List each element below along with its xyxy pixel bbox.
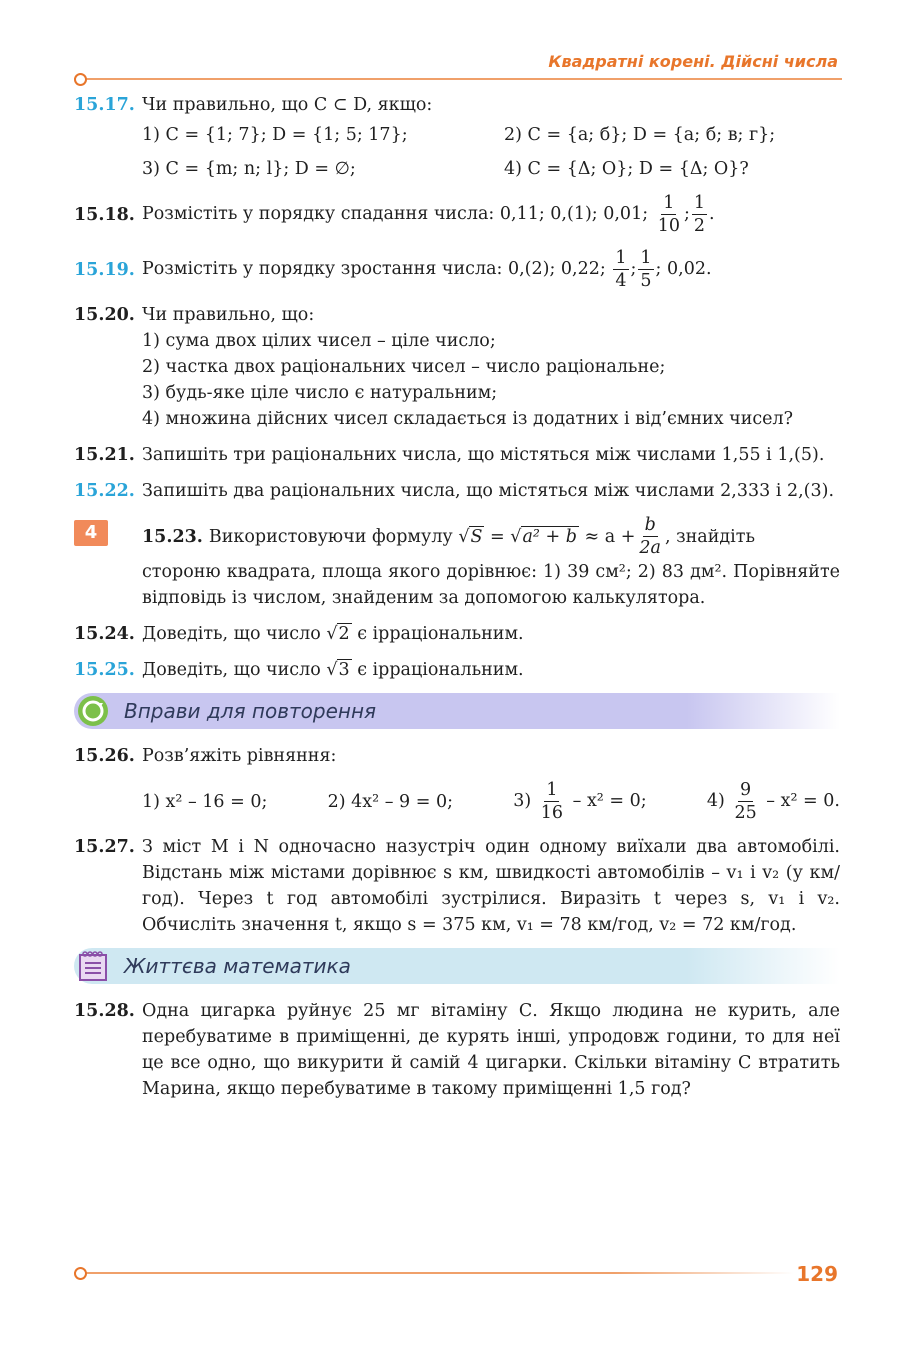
sqrt-expression: √2 (326, 624, 350, 644)
exercise-text: є ірраціональним. (357, 624, 524, 644)
exercise-number: 15.25. (74, 660, 135, 680)
exercise-items (142, 122, 840, 182)
exercise-text: Запишіть два раціональних числа, що містяться між числами 2,333 і 2,(3). (142, 481, 835, 501)
exercise-text: є ірраціональним. (357, 660, 524, 680)
exercise-number: 15.17. (74, 95, 135, 115)
fraction: $\frac{b}{2a}$ (639, 515, 661, 558)
exercise-number: 15.28. (74, 1001, 135, 1021)
equation: 4) $\frac{9}{25}$ – x² = 0. (706, 780, 840, 823)
top-rule-dot (74, 73, 87, 86)
exercise-number: 15.20. (74, 305, 135, 325)
exercise-text: Використовуючи формулу (208, 526, 453, 547)
exercise-question: Чи правильно, що C ⊂ D, якщо: (142, 95, 433, 115)
exercise-text: стороню квадрата, площа якого дорівнює: 1) 39 см²; 2) 83 дм². Порівняйте відповідь із числом, знайденим за допомогою калькулятора. (142, 562, 840, 608)
exercise-15-27 (74, 834, 840, 938)
exercise-15-26 (74, 743, 840, 824)
top-rule (74, 78, 842, 80)
exercise-number: 15.24. (74, 624, 135, 644)
page-number: 129 (796, 1262, 838, 1286)
exercise-item: 3) C = {m; n; l}; D = ∅; (142, 159, 356, 179)
section-repeat-band (74, 693, 840, 729)
exercise-15-17 (74, 92, 840, 182)
exercise-item: 2) частка двох раціональних чисел – число раціональне; (142, 357, 666, 377)
exercise-text: Одна цигарка руйнує 25 мг вітаміну С. Якщо людина не курить, але перебуватиме в приміщенні, де курять інші, упродовж години, то для неї це все одно, що викурити й самій 4 цигарки. Скільки вітаміну С втратить Марина, якщо перебуватиме в такому приміщенні 1,5 год? (142, 1001, 840, 1099)
exercise-text: Доведіть, що число (142, 660, 321, 680)
exercise-15-22 (74, 478, 840, 504)
exercise-15-24 (74, 621, 840, 647)
exercise-text: Розмістіть у порядку спадання числа: 0,11; 0,(1); 0,01; (142, 204, 649, 224)
exercise-number: 15.21. (74, 445, 135, 465)
exercise-item: 2) C = {а; б}; D = {а; б; в; г}; (504, 125, 776, 145)
exercise-text: Доведіть, що число (142, 624, 321, 644)
exercise-15-21 (74, 442, 840, 468)
exercise-15-23: 4 15.23. Використовуючи формулу √S = √a² + b ≈ a + $\frac{b}{2a}$ , знайдіть стороню квадрата, площа якого дорівнює: 1) 39 см²; 2) 83 дм². Порівняйте відповідь із числом, знайденим за допомогою калькулятора. (74, 514, 840, 611)
exercise-number: 15.22. (74, 481, 135, 501)
equation: 2) 4x² – 9 = 0; (327, 791, 453, 812)
exercise-number: 15.23. (142, 526, 203, 547)
exercise-item: 3) будь-яке ціле число є натуральним; (142, 383, 498, 403)
fraction: $\frac{1}{2}$ (693, 193, 706, 236)
running-head: Квадратні корені. Дійсні числа (548, 52, 838, 71)
exercise-15-19: 15.19. Розмістіть у порядку зростання числа: 0,(2); 0,22; $\frac{1}{4}$ ; $\frac{1}{5}$ ; 0,02. (74, 248, 712, 291)
exercise-text: З міст M і N одночасно назустріч один одному виїхали два автомобілі. Відстань між містами дорівнює s км, швидкості автомобілів – v₁ і v₂ (у км/год). Через t год автомобілі зустрілися. Виразіть t через s, v₁ і v₂. Обчисліть значення t, якщо s = 375 км, v₁ = 78 км/год, v₂ = 72 км/год. (142, 837, 840, 935)
notepad-icon (76, 949, 110, 983)
sqrt-expression: √S (458, 526, 483, 547)
bottom-rule-dot (74, 1267, 87, 1280)
exercise-number: 15.27. (74, 837, 135, 857)
equation: 3) $\frac{1}{16}$ – x² = 0; (513, 780, 647, 823)
bottom-rule (74, 1272, 794, 1274)
exercise-number: 15.18. (74, 204, 135, 225)
exercise-15-28 (74, 998, 840, 1102)
exercise-question: Чи правильно, що: (142, 305, 315, 325)
exercise-number: 15.26. (74, 746, 135, 766)
exercise-15-25 (74, 657, 840, 683)
exercise-15-20 (74, 302, 840, 432)
fraction: $\frac{1}{4}$ (615, 248, 627, 291)
exercise-text: Розв’яжіть рівняння: (142, 746, 337, 766)
exercise-item: 4) множина дійсних чисел складається із додатних і від’ємних чисел? (142, 409, 794, 429)
repeat-icon (76, 694, 110, 728)
fraction: $\frac{1}{5}$ (640, 248, 652, 291)
exercise-item: 1) C = {1; 7}; D = {1; 5; 17}; (142, 125, 408, 145)
equation: 1) x² – 16 = 0; (142, 791, 268, 812)
sqrt-expression: √3 (326, 660, 350, 680)
page-content (74, 92, 840, 1112)
sqrt-expression: √a² + b (510, 526, 577, 547)
fraction: $\frac{1}{10}$ (657, 193, 680, 236)
exercise-15-18: 15.18. Розмістіть у порядку спадання числа: 0,11; 0,(1); 0,01; $\frac{1}{10}$ ; $\frac{1}{2}$ . (74, 193, 715, 236)
exercise-text: Запишіть три раціональних числа, що містяться між числами 1,55 і 1,(5). (142, 445, 825, 465)
level-badge: 4 (74, 520, 108, 546)
exercise-item: 4) C = {Δ; O}; D = {Δ; O}? (504, 159, 749, 179)
section-title: Життєва математика (124, 954, 351, 978)
section-life-band (74, 948, 840, 984)
section-title: Вправи для повторення (124, 699, 377, 723)
exercise-item: 1) сума двох цілих чисел – ціле число; (142, 331, 496, 351)
equation-row (142, 779, 840, 824)
exercise-text: Розмістіть у порядку зростання числа: 0,(2); 0,22; (142, 259, 606, 279)
exercise-number: 15.19. (74, 259, 135, 280)
